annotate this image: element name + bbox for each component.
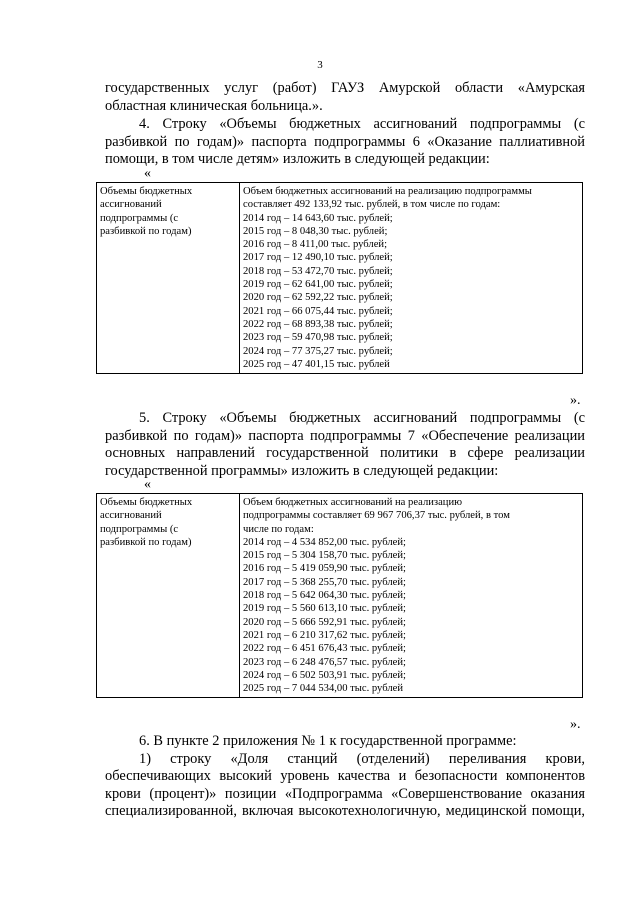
value-line: 2017 год – 5 368 255,70 тыс. рублей; [243, 576, 406, 588]
text-line: 1) строку «Доля станций (отделений) переливания крови, [139, 750, 585, 767]
text-line: крови (процент)» позиции «Подпрограмма «Совершенствование оказания [105, 785, 585, 802]
text-line: основных направлений государственной политики в сфере реализации [105, 445, 585, 461]
value-line: 2018 год – 5 642 064,30 тыс. рублей; [243, 590, 406, 602]
value-line: 2019 год – 5 560 613,10 тыс. рублей; [243, 603, 406, 615]
text-line: обеспечивающих высокий уровень качества и безопасности компонентов [105, 768, 585, 784]
value-line: 2024 год – 6 502 503,91 тыс. рублей; [243, 669, 406, 681]
text-line: разбивкой по годам)» паспорта подпрограммы 6 «Оказание паллиативной [105, 133, 585, 150]
value-line: 2021 год – 6 210 317,62 тыс. рублей; [243, 629, 406, 641]
intro-paragraph [105, 80, 585, 115]
value-line: 2014 год – 4 534 852,00 тыс. рублей; [243, 536, 406, 548]
text-line: 6. В пункте 2 приложения № 1 к государственной программе: [139, 733, 517, 749]
value-line: 2020 год – 62 592,22 тыс. рублей; [243, 292, 393, 304]
budget-table-subprogram-6 [96, 182, 583, 374]
table-label-cell [97, 183, 240, 374]
item-6-paragraph [105, 733, 585, 821]
text-line: государственной программы» изложить в следующей редакции: [105, 462, 499, 479]
open-quote: « [144, 166, 151, 181]
text-line: разбивкой по годам)» паспорта подпрограммы 7 «Обеспечение реализации [105, 427, 585, 444]
value-line: 2024 год – 77 375,27 тыс. рублей; [243, 345, 393, 357]
value-line: 2018 год – 53 472,70 тыс. рублей; [243, 265, 393, 277]
text-line: государственных услуг (работ) ГАУЗ Амурской области «Амурская [105, 80, 585, 96]
value-line: 2014 год – 14 643,60 тыс. рублей; [243, 212, 393, 224]
value-line: 2025 год – 47 401,15 тыс. рублей [243, 358, 390, 370]
item-4-paragraph [105, 116, 585, 169]
text-line: 4. Строку «Объемы бюджетных ассигнований подпрограммы (с [139, 116, 585, 132]
table-value-cell [240, 494, 583, 698]
value-line: подпрограммы составляет 69 967 706,37 тыс. рублей, в том [243, 510, 510, 522]
label-line: Объемы бюджетных [100, 497, 193, 508]
value-line: 2017 год – 12 490,10 тыс. рублей; [243, 252, 393, 264]
value-line: 2020 год – 5 666 592,91 тыс. рублей; [243, 616, 406, 628]
item-5-paragraph [105, 410, 585, 480]
value-line: 2015 год – 5 304 158,70 тыс. рублей; [243, 550, 406, 562]
label-line: подпрограммы (с [100, 523, 179, 535]
value-line: 2016 год – 8 411,00 тыс. рублей; [243, 239, 388, 251]
value-line: 2022 год – 6 451 676,43 тыс. рублей; [243, 643, 406, 655]
label-line: Объемы бюджетных [100, 186, 193, 197]
table-label-cell [97, 494, 240, 698]
value-line: 2021 год – 66 075,44 тыс. рублей; [243, 305, 393, 317]
close-quote: ». [570, 717, 581, 732]
value-line: составляет 492 133,92 тыс. рублей, в том числе по годам: [243, 199, 501, 211]
value-line: 2019 год – 62 641,00 тыс. рублей; [243, 279, 393, 291]
page-number: 3 [317, 59, 323, 71]
value-line: 2016 год – 5 419 059,90 тыс. рублей; [243, 563, 406, 575]
value-line: 2025 год – 7 044 534,00 тыс. рублей [243, 683, 404, 695]
value-line: числе по годам: [243, 523, 314, 535]
label-line: разбивкой по годам) [100, 536, 192, 548]
text-line: специализированной, включая высокотехнологичную, медицинской помощи, [105, 803, 585, 819]
label-line: разбивкой по годам) [100, 225, 192, 237]
label-line: подпрограммы (с [100, 212, 179, 224]
label-line: ассигнований [100, 199, 162, 211]
open-quote: « [144, 477, 151, 492]
value-line: Объем бюджетных ассигнований на реализацию подпрограммы [243, 186, 532, 197]
value-line: Объем бюджетных ассигнований на реализацию [243, 497, 463, 508]
text-line: областная клиническая больница.». [105, 97, 323, 114]
value-line: 2023 год – 6 248 476,57 тыс. рублей; [243, 656, 406, 668]
text-line: 5. Строку «Объемы бюджетных ассигнований подпрограммы (с [139, 410, 585, 426]
value-line: 2015 год – 8 048,30 тыс. рублей; [243, 225, 388, 237]
budget-table-subprogram-7 [96, 493, 583, 698]
table-value-cell [240, 183, 583, 374]
value-line: 2023 год – 59 470,98 тыс. рублей; [243, 332, 393, 344]
close-quote: ». [570, 393, 581, 408]
text-line: помощи, в том числе детям» изложить в следующей редакции: [105, 151, 490, 167]
label-line: ассигнований [100, 510, 162, 522]
value-line: 2022 год – 68 893,38 тыс. рублей; [243, 318, 393, 330]
